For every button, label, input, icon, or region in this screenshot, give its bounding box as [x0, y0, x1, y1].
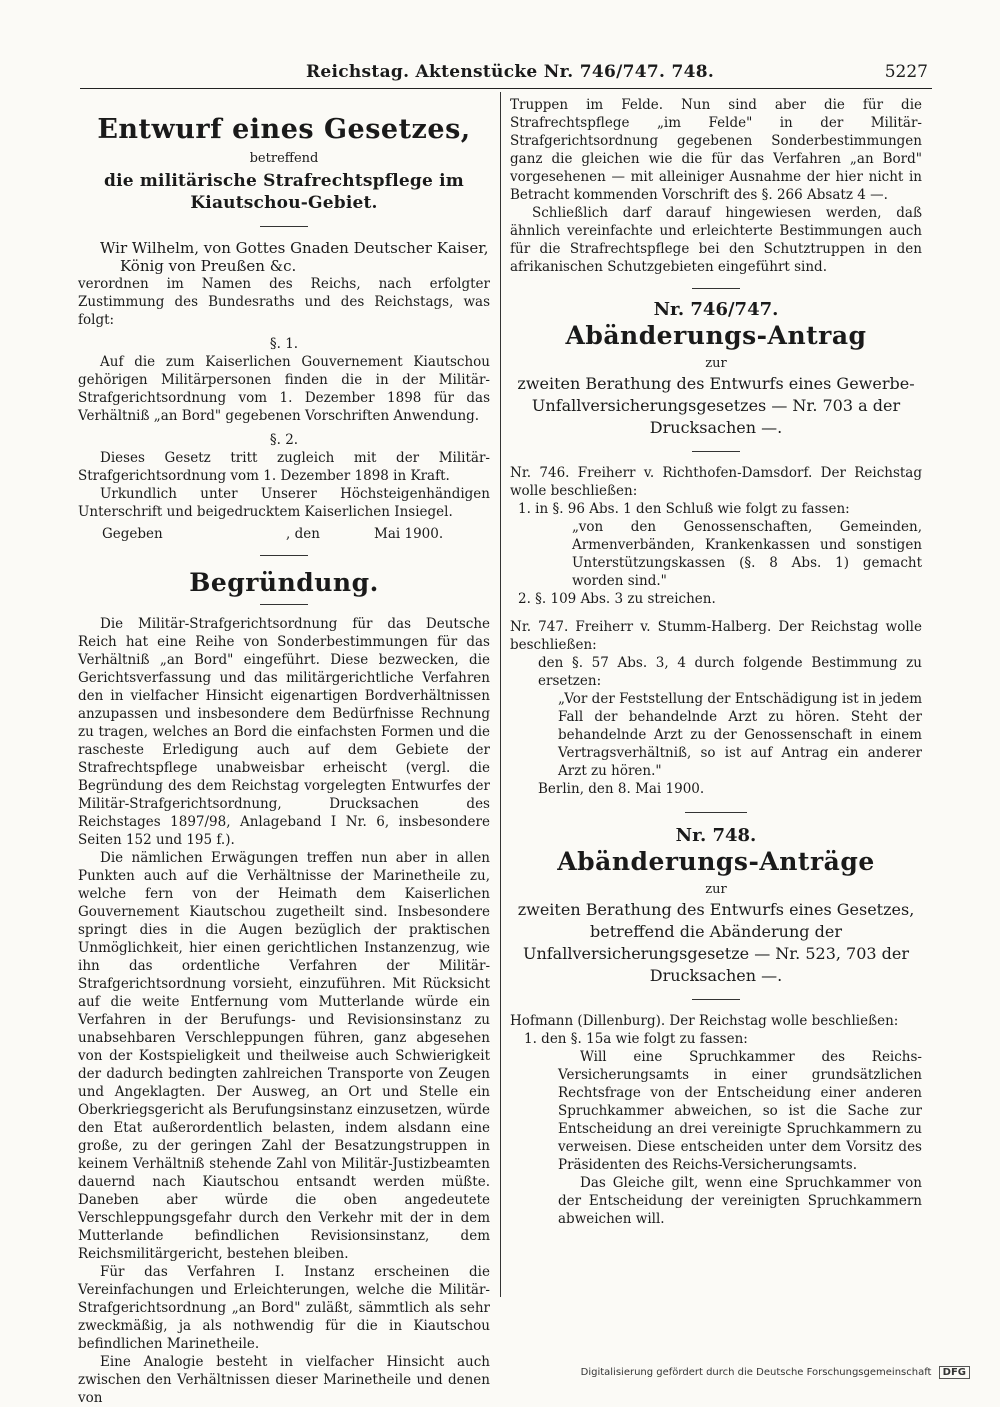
digitization-note: Digitalisierung gefördert durch die Deutsche Forschungsgemeinschaft — [580, 1367, 932, 1378]
preamble-line-2: König von Preußen &c. — [120, 257, 297, 275]
continuation-paragraph-1: Truppen im Felde. Nun sind aber die für die Strafrechtspflege „im Felde" in der Militär-Strafgerichtsordnung gegebenen Sonderbestimmungen ganz die gleichen wie die für das Verfahren „an Bord" vorgesehenen — mit alleiniger Ausnahme der hier nicht in Betracht kommenden Vorschrift des §. 266 Absatz 4 —. — [510, 97, 922, 203]
begruendung-paragraph-4: Eine Analogie besteht in vielfacher Hinsicht auch zwischen den Verhältnissen dieser Marinetheile und denen von — [78, 1354, 490, 1406]
begruendung-title: Begründung. — [189, 568, 379, 597]
separator — [692, 999, 740, 1000]
law-title: Entwurf eines Gesetzes, — [97, 114, 471, 145]
given-den: , den — [286, 526, 320, 542]
separator — [692, 288, 740, 289]
separator — [685, 812, 747, 813]
page-number: 5227 — [884, 62, 928, 82]
section-2-label: §. 2. — [269, 432, 299, 448]
zur-label: zur — [705, 356, 727, 371]
law-subject: die militärische Strafrechtspflege im Kiautschou-Gebiet. — [103, 171, 464, 213]
abaenderungs-antraege-title: Abänderungs-Anträge — [557, 847, 875, 876]
nr-748-quote-1: Will eine Spruchkammer des Reichs-Versicherungsamts in einer grundsätzlichen Rechtsfrage von der Entscheidung einer anderen Spruchkammer abweichen, so ist die Sache zur Entscheidung an drei vereinigte Spruchkammern zu verweisen. Diese entscheiden unter dem Vorsitz des Präsidenten des Reichs-Versicherungsamts. — [558, 1049, 922, 1173]
antrag-subtitle: zweiten Berathung des Entwurfs eines Gewerbe-Unfallversicherungsgesetzes — Nr. 703 a der Drucksachen —. — [517, 374, 915, 437]
separator — [260, 226, 308, 227]
nr-748-intro: Hofmann (Dillenburg). Der Reichstag wolle beschließen: — [510, 1013, 899, 1029]
given-line — [78, 525, 490, 543]
preamble-line-3: verordnen im Namen des Reichs, nach erfolgter Zustimmung des Bundesraths und des Reichstags, was folgt: — [78, 276, 490, 328]
left-column — [78, 96, 490, 1407]
separator — [260, 604, 308, 605]
antraege-subtitle: zweiten Berathung des Entwurfs eines Gesetzes, betreffend die Abänderung der Unfallversicherungsgesetze — Nr. 523, 703 der Drucksachen —. — [517, 900, 915, 985]
begruendung-paragraph-1: Die Militär-Strafgerichtsordnung für das Deutsche Reich hat eine Reihe von Sonderbestimmungen für das Verhältniß „an Bord" eingeführt. Diese bezwecken, die Gerichtsverfassung und das militärgerichtliche Verfahren den in vielfacher Hinsicht eigenartigen Bordverhältnissen anzupassen und insbesondere dem Bedürfnisse Rechnung zu tragen, welches an Bord die einfachsten Formen und die rascheste Erledigung auch auf dem Gebiete der Strafrechtspflege unabweisbar erheischt (vergl. die Begründung des dem Reichstag vorgelegten Entwurfes der Militär-Strafgerichtsordnung, Drucksachen des Reichstages 1897/98, Anlageband I Nr. 6, insbesondere Seiten 152 und 195 f.). — [78, 616, 490, 848]
nr-748-item-1: 1. den §. 15a wie folgt zu fassen: — [524, 1031, 748, 1047]
begruendung-paragraph-2: Die nämlichen Erwägungen treffen nun aber in allen Punkten auch auf die Verhältnisse der Marinetheile zu, welche fern von der Heimath dem Kaiserlichen Gouvernement Kiautschou zugetheilt sind. Insbesondere springt dies in die Augen bezüglich der praktischen Unmöglichkeit, hier einen gerichtlichen Instanzenzug, wie ihn das ordentliche Verfahren der Militär-Strafgerichtsordnung vorsieht, einzuführen. Mit Rücksicht auf die weite Entfernung vom Mutterlande würde ein Verfahren in der Berufungs- und Revisionsinstanz zu unabsehbaren Verschleppungen führen, ganz abgesehen von der Kostspieligkeit und theilweise auch Schwierigkeit der dadurch bedingten zahlreichen Transporte von Zeugen und Angeklagten. Der Ausweg, an Ort und Stelle ein Oberkriegsgericht als Berufungsinstanz einzusetzen, würde den Etat außerordentlich belasten, indem alsdann eine große, zu der geringen Zahl der Besatzungstruppen in keinem Verhältniß stehende Zahl von Militär-Justizbeamten dauernd nach Kiautschou entsandt werden müßte. Daneben aber würde die oben angedeutete Verschleppungsgefahr durch den Verkehr mit der in dem Mutterlande befindlichen Revisionsinstanz, dem Reichsmilitärgericht, bestehen bleiben. — [78, 850, 490, 1262]
header-rule — [80, 88, 932, 89]
given-label: Gegeben — [102, 526, 163, 542]
preamble-line-1: Wir Wilhelm, von Gottes Gnaden Deutscher Kaiser, — [100, 239, 489, 257]
nr-746-item-2: 2. §. 109 Abs. 3 zu streichen. — [518, 591, 716, 607]
running-head — [0, 62, 1000, 88]
continuation-paragraph-2: Schließlich darf darauf hingewiesen werden, daß ähnlich vereinfachte und erleichterte Bestimmungen auch für die Strafrechtspflege bei den Schutztruppen in den afrikanischen Schutzgebieten eingeführt sind. — [510, 205, 922, 275]
given-date: Mai 1900. — [374, 526, 444, 542]
nr-746-747-heading: Nr. 746/747. — [653, 299, 779, 320]
separator — [260, 555, 308, 556]
section-1-label: §. 1. — [269, 336, 299, 352]
section-2-text: Dieses Gesetz tritt zugleich mit der Militär-Strafgerichtsordnung vom 1. Dezember 1898 in Kraft. — [78, 450, 490, 484]
digitization-footer — [581, 1366, 970, 1379]
nr-747-quote: „Vor der Feststellung der Entschädigung ist in jedem Fall der behandelnde Arzt zu hören. Steht der behandelnde Arzt zu der Genossenschaft in einem Vertragsverhältniß, so ist auf Antrag ein anderer Arzt zu hören." — [558, 691, 922, 779]
zur-label: zur — [705, 882, 727, 897]
begruendung-paragraph-3: Für das Verfahren I. Instanz erscheinen die Vereinfachungen und Erleichterungen, welche die Militär-Strafgerichtsordnung „an Bord" zuläßt, sämmtlich als sehr zweckmäßig, ja als nothwendig für die in Kiautschou befindlichen Marinetheile. — [78, 1264, 490, 1352]
nr-748-heading: Nr. 748. — [675, 825, 757, 846]
attestation: Urkundlich unter Unserer Höchsteigenhändigen Unterschrift und beigedrucktem Kaiserlichen Insiegel. — [78, 486, 490, 520]
right-column — [510, 96, 922, 1228]
nr-747-date: Berlin, den 8. Mai 1900. — [538, 781, 705, 797]
nr-746-intro: Nr. 746. Freiherr v. Richthofen-Damsdorf. Der Reichstag wolle beschließen: — [510, 465, 922, 499]
section-1-text: Auf die zum Kaiserlichen Gouvernement Kiautschou gehörigen Militärpersonen finden die in der Militär-Strafgerichtsordnung vom 1. Dezember 1898 für das Verhältniß „an Bord" gegebenen Vorschriften Anwendung. — [78, 354, 490, 424]
abaenderungs-antrag-title: Abänderungs-Antrag — [565, 321, 867, 350]
dfg-logo: DFG — [939, 1366, 970, 1379]
nr-746-item-1-quote: „von den Genossenschaften, Gemeinden, Armenverbänden, Krankenkassen und sonstigen Unterstützungskassen (§. 8 Abs. 1) gemacht worden sind." — [572, 519, 922, 589]
nr-748-quote-2: Das Gleiche gilt, wenn eine Spruchkammer von der Entscheidung der vereinigten Spruchkammern abweichen will. — [558, 1175, 922, 1227]
running-head-title: Reichstag. Aktenstücke Nr. 746/747. 748. — [305, 62, 715, 82]
separator — [692, 451, 740, 452]
column-rule — [500, 92, 501, 1297]
betreffend-label: betreffend — [249, 151, 319, 166]
nr-747-intro: Nr. 747. Freiherr v. Stumm-Halberg. Der Reichstag wolle beschließen: — [510, 619, 922, 653]
nr-746-item-1: 1. in §. 96 Abs. 1 den Schluß wie folgt zu fassen: — [518, 501, 850, 517]
nr-747-text: den §. 57 Abs. 3, 4 durch folgende Bestimmung zu ersetzen: — [538, 655, 922, 689]
